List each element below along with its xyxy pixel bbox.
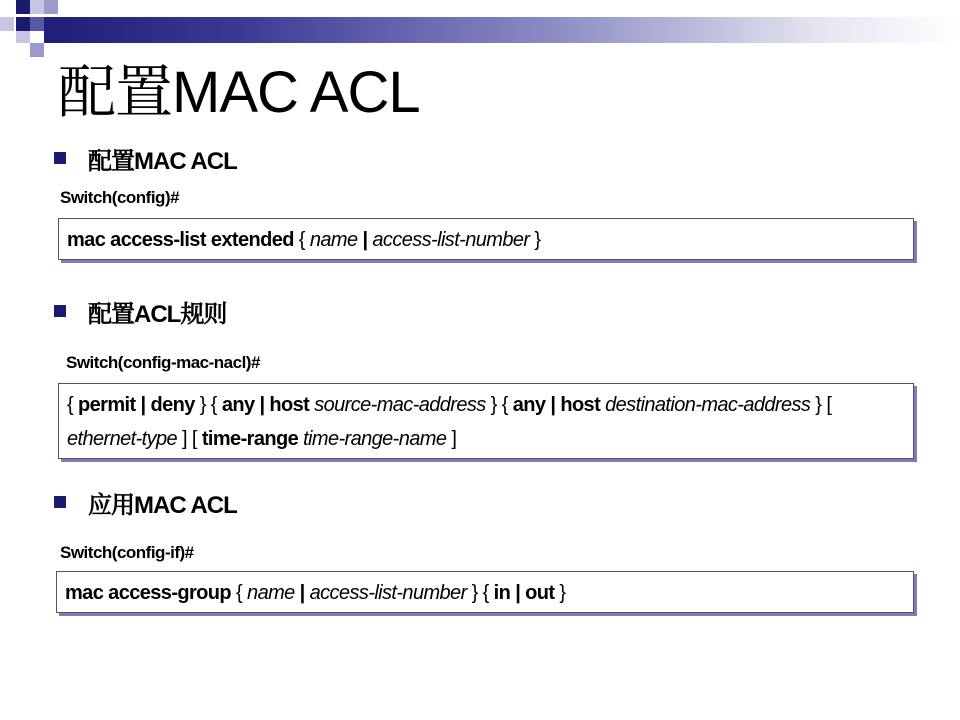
command-argument: time-range-name <box>303 428 447 450</box>
cli-prompt: Switch(config-mac-nacl)# <box>66 353 260 372</box>
command-keyword: mac access-list extended <box>67 229 294 251</box>
decor-square <box>44 17 58 43</box>
bullet-square-icon <box>54 496 66 508</box>
command-box <box>56 571 914 613</box>
command-argument: ethernet-type <box>67 428 178 450</box>
header-decoration <box>0 0 960 58</box>
command-argument: destination-mac-address <box>605 394 811 416</box>
slide-title: 配置MAC ACL <box>58 60 420 125</box>
decor-square <box>30 17 44 31</box>
command-keyword: any <box>512 394 546 416</box>
command-keyword: | <box>254 394 270 416</box>
command-syntax: ] <box>446 428 457 450</box>
decor-square <box>16 0 30 14</box>
command-keyword: mac access-group <box>65 582 232 604</box>
command-box <box>58 383 914 459</box>
command-keyword: deny <box>150 394 195 416</box>
command-syntax: } <box>529 229 541 251</box>
bullet-square-icon <box>54 305 66 317</box>
decor-square <box>30 0 44 14</box>
command-syntax: } <box>554 582 566 604</box>
command-syntax: } { <box>466 582 494 604</box>
command-keyword: out <box>525 582 555 604</box>
section-heading-text: 应用MAC ACL <box>88 491 237 519</box>
command-syntax: ] [ <box>177 428 202 450</box>
section-heading-1 <box>54 143 237 173</box>
command-syntax: { <box>293 229 310 251</box>
command-argument: access-list-number <box>309 582 467 604</box>
section-heading-2 <box>54 296 226 326</box>
command-syntax: } { <box>485 394 513 416</box>
decor-square <box>30 43 44 57</box>
command-keyword: | <box>294 582 310 604</box>
command-keyword: | <box>545 394 561 416</box>
command-syntax: } [ <box>810 394 832 416</box>
command-argument: name <box>309 229 358 251</box>
command-keyword: time-range <box>201 428 299 450</box>
command-argument: source-mac-address <box>314 394 486 416</box>
command-argument: access-list-number <box>372 229 530 251</box>
command-keyword: in <box>493 582 511 604</box>
command-keyword: | <box>357 229 373 251</box>
decor-square <box>16 31 30 43</box>
command-syntax: { <box>231 582 248 604</box>
section-heading-text: 配置MAC ACL <box>88 147 237 175</box>
section-heading-text: 配置ACL规则 <box>88 300 227 328</box>
section-heading-3 <box>54 487 237 517</box>
decor-square <box>0 17 14 31</box>
header-gradient-bar <box>58 17 960 43</box>
cli-prompt: Switch(config-if)# <box>60 543 194 562</box>
command-keyword: host <box>560 394 601 416</box>
bullet-square-icon <box>54 152 66 164</box>
command-keyword: | <box>135 394 151 416</box>
command-syntax: { <box>67 394 79 416</box>
command-syntax: } { <box>194 394 222 416</box>
cli-prompt: Switch(config)# <box>60 188 180 207</box>
command-keyword: host <box>269 394 310 416</box>
command-keyword: any <box>221 394 255 416</box>
decor-square <box>16 17 30 31</box>
command-box <box>58 218 914 260</box>
command-argument: name <box>247 582 295 604</box>
decor-square <box>44 0 58 14</box>
command-keyword: | <box>510 582 526 604</box>
command-keyword: permit <box>78 394 136 416</box>
